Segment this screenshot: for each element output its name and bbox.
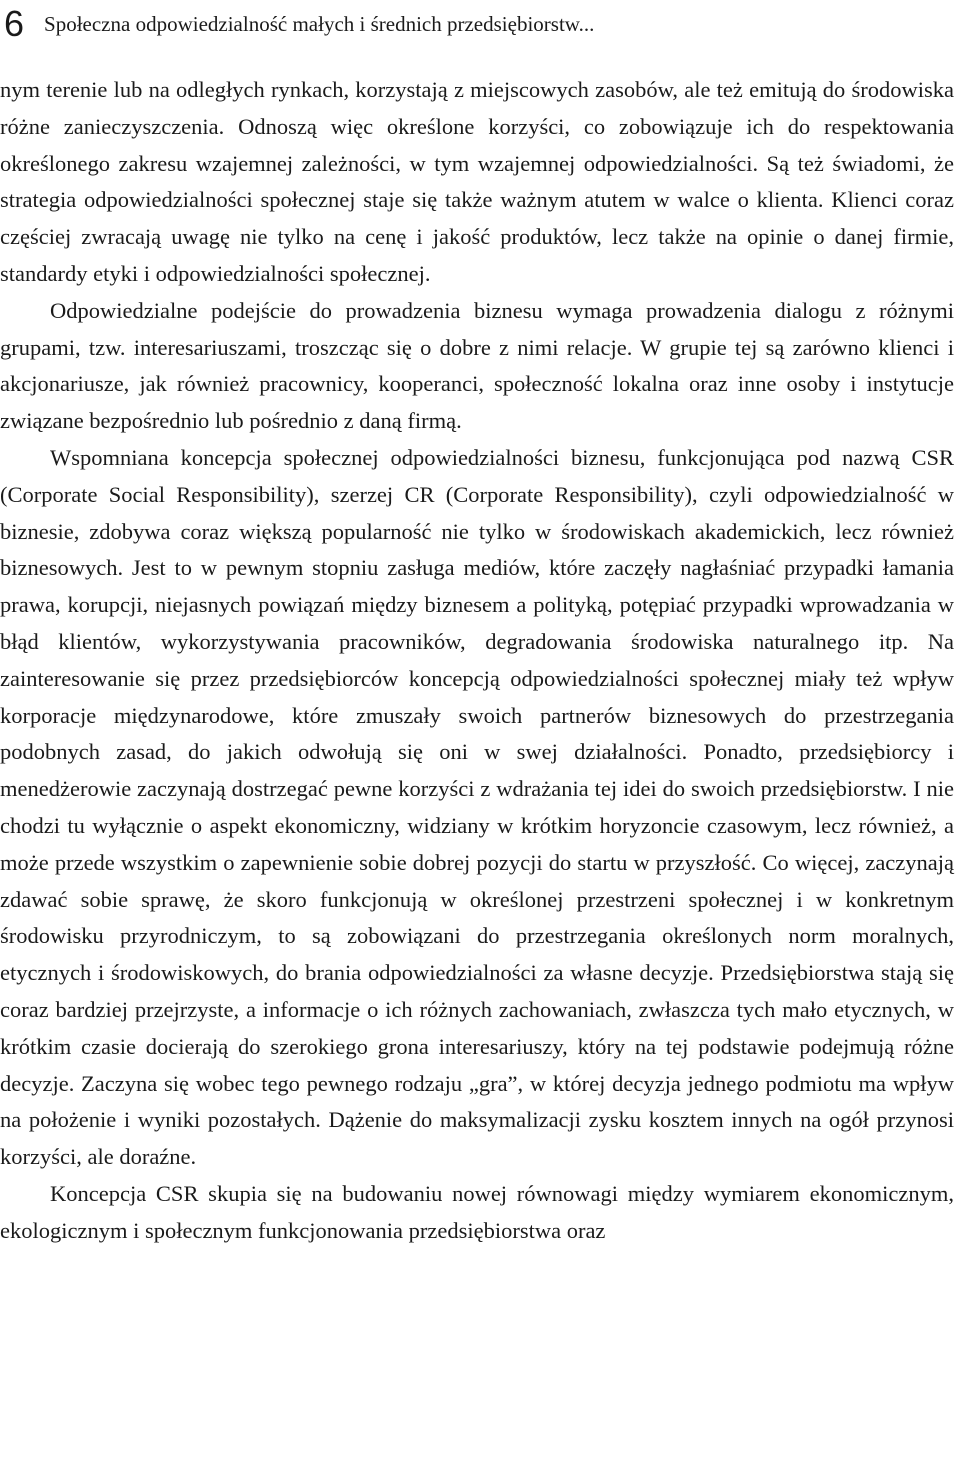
- paragraph-3: Wspomniana koncepcja społecznej odpowiedzialności biznesu, funkcjonująca pod nazwą CSR (Corporate Social Responsibility), szerzej CR (Corporate Responsibility), czyli odpowiedzialność w biznesie, zdobywa coraz większą popularność nie tylko w środowiskach akademickich, lecz również biznesowych. Jest to w pewnym stopniu zasługa mediów, które zaczęły nagłaśniać przypadki łamania prawa, korupcji, niejasnych powiązań między biznesem a polityką, potępiać przypadki wprowadzania w błąd klientów, wykorzystywania pracowników, degradowania środowiska naturalnego itp. Na zainteresowanie się przez przedsiębiorców koncepcją odpowiedzialności społecznej miały też wpływ korporacje międzynarodowe, które zmuszały swoich partnerów biznesowych do przestrzegania podobnych zasad, do jakich odwołują się oni w swej działalności. Ponadto, przedsiębiorcy i menedżerowie zaczynają dostrzegać pewne korzyści z wdrażania tej idei do swoich przedsiębiorstw. I nie chodzi tu wyłącznie o aspekt ekonomiczny, widziany w krótkim horyzoncie czasowym, lecz również, a może przede wszystkim o zapewnienie sobie dobrej pozycji do startu w przyszłość. Co więcej, zaczynają zdawać sobie sprawę, że skoro funkcjonują w określonej przestrzeni społecznej i w konkretnym środowisku przyrodniczym, to są zobowiązani do przestrzegania określonych norm moralnych, etycznych i środowiskowych, do brania odpowiedzialności za własne decyzje. Przedsiębiorstwa stają się coraz bardziej przejrzyste, a informacje o ich różnych zachowaniach, zwłaszcza tych mało etycznych, w krótkim czasie docierają do szerokiego grona interesariuszy, który na tej podstawie podejmują różne decyzje. Zaczyna się wobec tego pewnego rodzaju „gra”, w której decyzja jednego podmiotu ma wpływ na położenie i wyniki pozostałych. Dążenie do maksymalizacji zysku kosztem innych na ogół przynosi korzyści, ale doraźne.: [0, 444, 954, 1170]
- paragraph-4: Koncepcja CSR skupia się na budowaniu nowej równowagi między wymiarem ekonomicznym, ekologicznym i społecznym funkcjonowania przedsiębiorstwa oraz: [0, 1180, 954, 1243]
- page-number: 6: [4, 3, 25, 44]
- running-title: Społeczna odpowiedzialność małych i średnich przedsiębiorstw...: [44, 12, 595, 36]
- paragraph-2: Odpowiedzialne podejście do prowadzenia biznesu wymaga prowadzenia dialogu z różnymi grupami, tzw. interesariuszami, troszcząc się o dobre z nimi relacje. W grupie tej są zarówno klienci i akcjonariusze, jak również pracownicy, kooperanci, społeczność lokalna oraz inne osoby i instytucje związane bezpośrednio lub pośrednio z daną firmą.: [0, 297, 954, 434]
- body-text: [0, 72, 954, 1250]
- page-header: [4, 0, 954, 48]
- paragraph-1: nym terenie lub na odległych rynkach, korzystają z miejscowych zasobów, ale też emitują do środowiska różne zanieczyszczenia. Odnoszą więc określone korzyści, co zobowiązuje ich do respektowania określonego zakresu wzajemnej zależności, w tym wzajemnej odpowiedzialności. Są też świadomi, że strategia odpowiedzialności społecznej staje się także ważnym atutem w walce o klienta. Klienci coraz częściej zwracają uwagę nie tylko na cenę i jakość produktów, lecz także na opinie o danej firmie, standardy etyki i odpowiedzialności społecznej.: [0, 77, 954, 286]
